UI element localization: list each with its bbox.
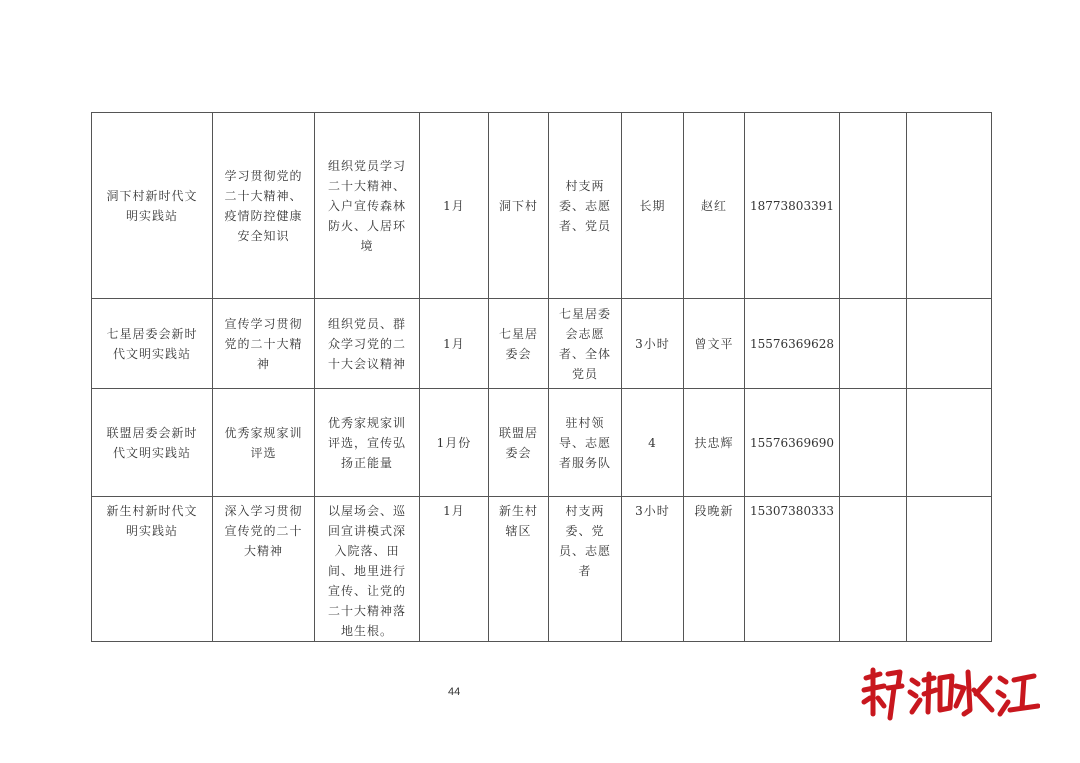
table-cell: 七星居委 会志愿 者、全体 党员 — [549, 299, 622, 389]
table-cell: 七星居 委会 — [489, 299, 549, 389]
table-cell: 七星居委会新时 代文明实践站 — [92, 299, 213, 389]
table-cell: 联盟居 委会 — [489, 389, 549, 497]
table-cell: 组织党员、群 众学习党的二 十大会议精神 — [315, 299, 420, 389]
table-row — [92, 389, 992, 497]
table-row — [92, 497, 992, 642]
table-cell: 洞下村 — [489, 113, 549, 299]
table-cell: 长期 — [622, 113, 684, 299]
table-cell: 15576369690 — [745, 389, 840, 497]
table-cell: 优秀家规家训 评选，宣传弘 扬正能量 — [315, 389, 420, 497]
watermark-logo — [860, 664, 1040, 724]
table-cell — [906, 497, 991, 642]
table-cell: 1月 — [420, 113, 489, 299]
table-cell: 赵红 — [684, 113, 745, 299]
table-cell: 洞下村新时代文 明实践站 — [92, 113, 213, 299]
table-cell: 优秀家规家训 评选 — [213, 389, 315, 497]
table-cell — [906, 299, 991, 389]
table-cell: 驻村领 导、志愿 者服务队 — [549, 389, 622, 497]
table-row — [92, 113, 992, 299]
table-cell: 扶忠辉 — [684, 389, 745, 497]
table-cell: 深入学习贯彻 宣传党的二十 大精神 — [213, 497, 315, 642]
page-number: 44 — [448, 686, 461, 698]
table-cell: 3小时 — [622, 299, 684, 389]
table-cell — [839, 113, 906, 299]
table-cell: 4 — [622, 389, 684, 497]
table-row — [92, 299, 992, 389]
table-cell — [839, 389, 906, 497]
table-cell: 15307380333 — [745, 497, 840, 642]
table-cell: 宣传学习贯彻 党的二十大精 神 — [213, 299, 315, 389]
table-cell — [839, 299, 906, 389]
table-cell: 3小时 — [622, 497, 684, 642]
activity-table — [91, 112, 992, 642]
table-cell — [906, 113, 991, 299]
table-cell — [839, 497, 906, 642]
table-cell: 村支两 委、志愿 者、党员 — [549, 113, 622, 299]
table-cell: 村支两 委、党 员、志愿 者 — [549, 497, 622, 642]
table-cell: 新生村新时代文 明实践站 — [92, 497, 213, 642]
table-cell: 1月 — [420, 299, 489, 389]
table-cell: 学习贯彻党的 二十大精神、 疫情防控健康 安全知识 — [213, 113, 315, 299]
table-cell: 组织党员学习 二十大精神、 入户宣传森林 防火、人居环 境 — [315, 113, 420, 299]
table-cell: 新生村 辖区 — [489, 497, 549, 642]
table-cell: 曾文平 — [684, 299, 745, 389]
table-cell: 1月份 — [420, 389, 489, 497]
table-cell: 18773803391 — [745, 113, 840, 299]
table-cell: 15576369628 — [745, 299, 840, 389]
table-cell: 段晚新 — [684, 497, 745, 642]
table-cell — [906, 389, 991, 497]
table-cell: 以屋场会、巡 回宣讲模式深 入院落、田 间、地里进行 宣传、让党的 二十大精神落 地生根。 — [315, 497, 420, 642]
table-cell: 联盟居委会新时 代文明实践站 — [92, 389, 213, 497]
table-cell: 1月 — [420, 497, 489, 642]
